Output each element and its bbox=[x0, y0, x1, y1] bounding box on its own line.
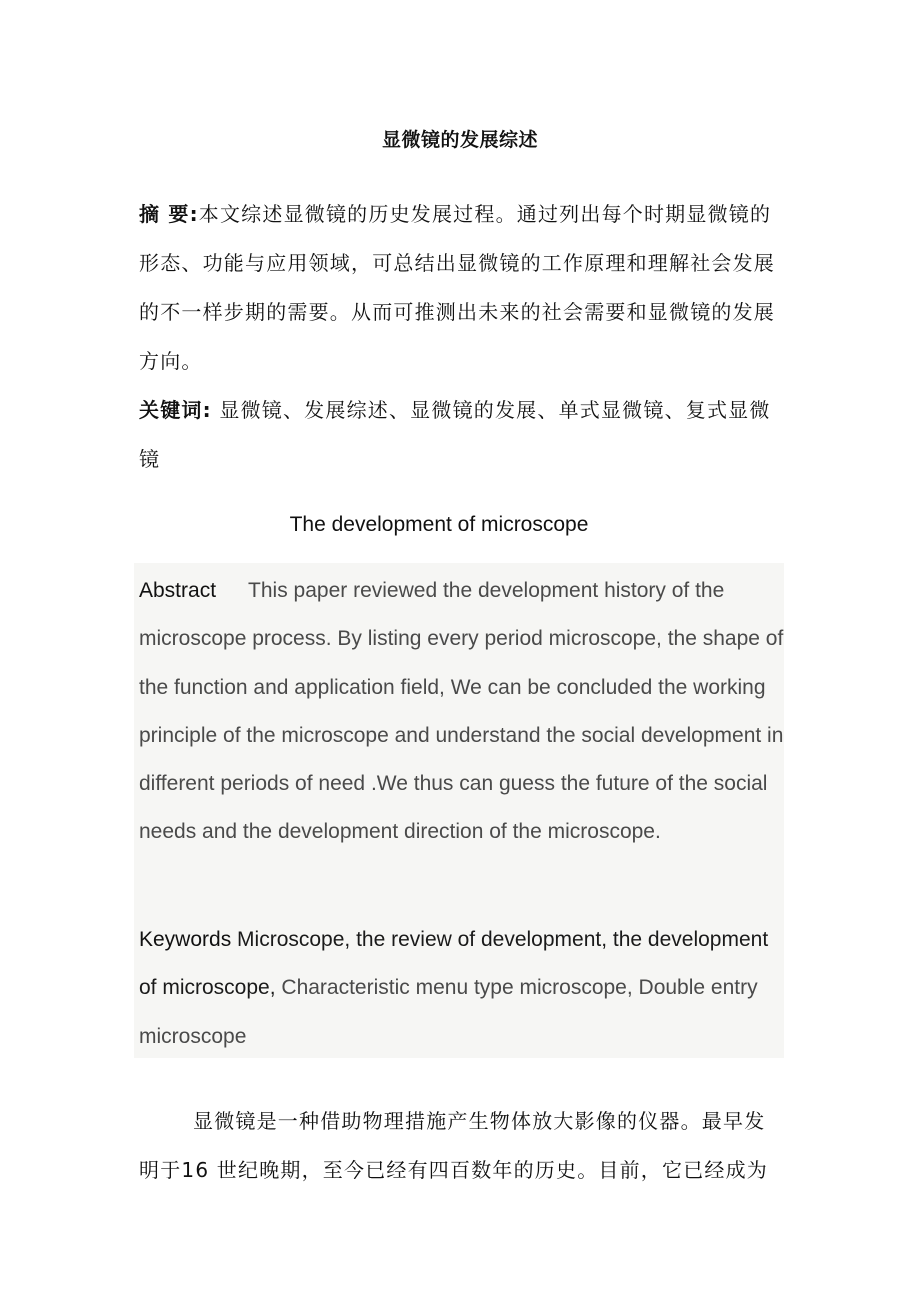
english-keywords bbox=[139, 916, 784, 1061]
chinese-abstract-text: 本文综述显微镜的历史发展过程。通过列出每个时期显微镜的形态、功能与应用领域，可总结出显微镜的工作原理和理解社会发展的不一样步期的需要。从而可推测出未来的社会需要和显微镜的发展方向。 bbox=[139, 202, 775, 373]
chinese-keywords-label: 关键词: bbox=[139, 398, 212, 422]
chinese-abstract-label: 摘 要: bbox=[139, 202, 199, 226]
english-keywords-dark-text: Microscope, the review of development, the development of microscope, bbox=[139, 928, 769, 1000]
english-abstract-label: Abstract bbox=[139, 579, 217, 602]
chinese-abstract bbox=[139, 190, 784, 386]
chinese-keywords bbox=[139, 386, 784, 484]
english-abstract bbox=[139, 567, 784, 857]
english-title: The development of microscope bbox=[289, 513, 589, 536]
english-keywords-label: Keywords bbox=[139, 928, 232, 951]
chinese-body-paragraph: 显微镜是一种借助物理措施产生物体放大影像的仪器。最早发明于16 世纪晚期，至今已经有四百数年的历史。目前，它已经成为 bbox=[139, 1109, 769, 1182]
chinese-title: 显微镜的发展综述 bbox=[381, 129, 538, 151]
english-keywords-text: Characteristic menu type microscope, Double entry microscope bbox=[139, 976, 758, 1048]
chinese-keywords-text: 显微镜、发展综述、显微镜的发展、单式显微镜、复式显微镜 bbox=[139, 398, 771, 471]
english-abstract-text: This paper reviewed the development history of the microscope process. By listing every period microscope, the shape of the function and application field, We can be concluded the working principle of the microscope and understand the social development in different periods of need .We thus can guess the future of the social needs and the development direction of the microscope. bbox=[139, 579, 784, 844]
